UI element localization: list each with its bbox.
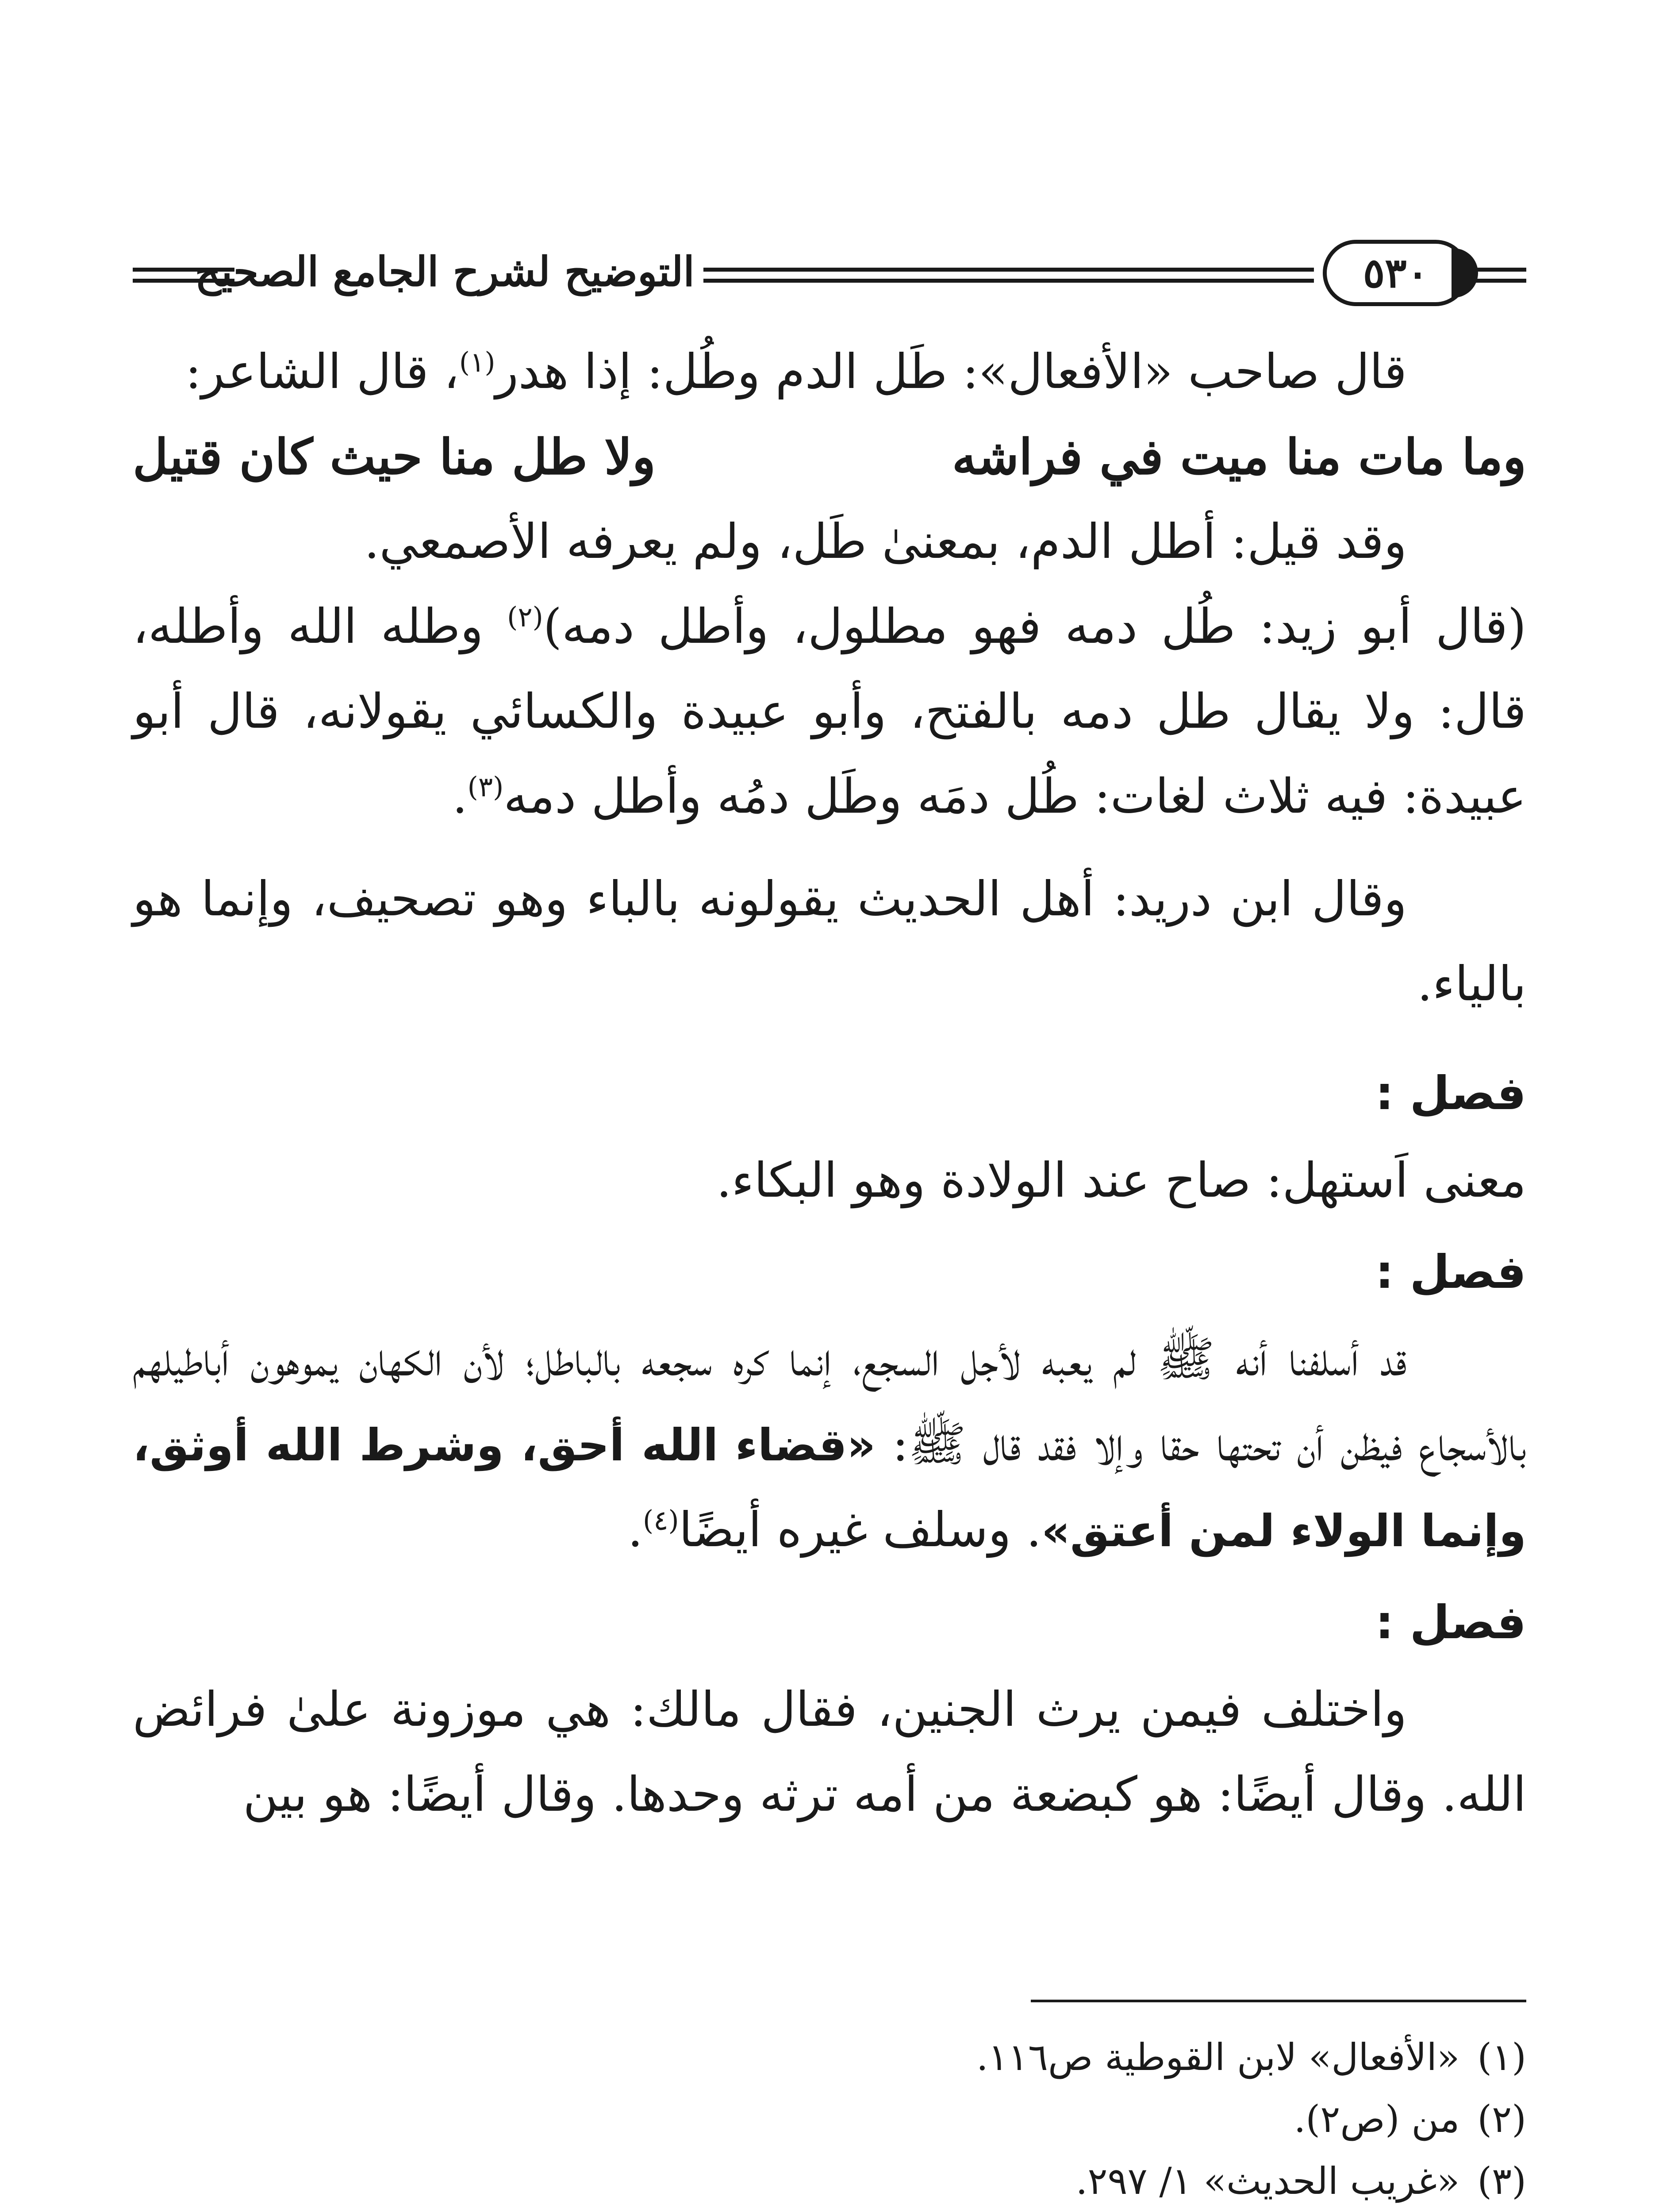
section-heading: فصل : bbox=[1375, 1066, 1526, 1120]
section-heading: فصل : bbox=[1375, 1595, 1526, 1649]
page-number-badge bbox=[1323, 240, 1469, 306]
poem-verse bbox=[133, 415, 1526, 499]
footnote bbox=[133, 2026, 1526, 2088]
paragraph: وقال ابن دريد: أهل الحديث يقولونه بالباء وهو تصحيف، وإنما هو بالياء. bbox=[133, 872, 1526, 1012]
paragraph: وقد قيل: أطل الدم، بمعنىٰ طَل، ولم يعرفه الأصمعي. bbox=[364, 514, 1407, 569]
footnote-ref[interactable]: (٣) bbox=[467, 771, 504, 803]
footnote-number: (٢) bbox=[1477, 2097, 1526, 2141]
text-run: قال صاحب «الأفعال»: طَل الدم وطُل: إذا هدر bbox=[495, 344, 1407, 399]
paragraph: معنى اَستهل: صاح عند الولادة وهو البكاء. bbox=[716, 1153, 1526, 1208]
spacer bbox=[133, 1027, 1526, 1045]
footnote-number: (١) bbox=[1477, 2035, 1526, 2079]
paragraph bbox=[133, 584, 1526, 839]
page bbox=[133, 230, 1526, 2212]
footnote-text: «الأفعال» لابن القوطية ص١١٦. bbox=[976, 2035, 1460, 2079]
footnote-number: (٣) bbox=[1477, 2159, 1526, 2203]
text-run: . وسلف غيره أيضًا bbox=[679, 1502, 1042, 1558]
running-title: التوضيح لشرح الجامع الصحيح bbox=[195, 248, 695, 296]
text-run: قد أسلفنا أنه ﷺ لم يعبه لأجل السجع، إنما كره سجعه بالباطل؛ لأن الكهان يموهون أباطيلهم بالأسجاع فيظن أن تحتها حقا وإلا فقد قال ﷺ: bbox=[133, 1332, 1526, 1472]
paragraph bbox=[133, 1317, 1526, 1574]
text-run: (قال أبو زيد: طُل دمه فهو مطلول، وأطل دمه) bbox=[543, 599, 1526, 654]
text-run: . bbox=[452, 769, 468, 824]
spacer bbox=[133, 839, 1526, 857]
poem-hemistich-second: ولا طل منا حيث كان قتيل bbox=[133, 428, 656, 485]
hadith-quote: «قضاء الله أحق، وشرط الله أوثق، وإنما الولاء لمن أعتق» bbox=[133, 1419, 1526, 1557]
footnote-ref[interactable]: (٤) bbox=[643, 1504, 679, 1536]
footnote-ref[interactable]: (١) bbox=[459, 346, 495, 378]
header-rule-middle bbox=[703, 268, 1314, 283]
page-header bbox=[133, 230, 1526, 319]
page-number: ٥٣٠ bbox=[1363, 249, 1429, 297]
footnote-text: «غريب الحديث» ١/ ٢٩٧. bbox=[1075, 2159, 1460, 2203]
poem-hemistich-first: وما مات منا ميت في فراشه bbox=[952, 428, 1526, 485]
footnote-separator bbox=[1031, 2000, 1526, 2002]
text-run: ، قال الشاعر: bbox=[185, 344, 459, 399]
header-rule-right bbox=[1473, 268, 1526, 283]
paragraph bbox=[133, 330, 1526, 415]
section-heading: فصل : bbox=[1375, 1245, 1526, 1299]
footnote bbox=[133, 2150, 1526, 2212]
footnote-ref[interactable]: (٢) bbox=[507, 601, 543, 633]
footnotes bbox=[133, 2026, 1526, 2212]
paragraph: واختلف فيمن يرث الجنين، فقال مالك: هي موزونة علىٰ فرائض الله. وقال أيضًا: هو كبضعة من أمه ترثه وحدها. وقال أيضًا: هو بين bbox=[133, 1682, 1526, 1822]
text-run: . bbox=[627, 1502, 643, 1558]
text-run: وطله الله وأطله، قال: ولا يقال طل دمه بالفتح، وأبو عبيدة والكسائي يقولانه، قال أبو عبيدة: فيه ثلاث لغات: طُل دمَه وطَل دمُه وأطل دمه bbox=[133, 599, 1526, 824]
main-text bbox=[133, 330, 1526, 1837]
footnote bbox=[133, 2088, 1526, 2150]
footnote-text: من (ص٢). bbox=[1294, 2097, 1460, 2141]
